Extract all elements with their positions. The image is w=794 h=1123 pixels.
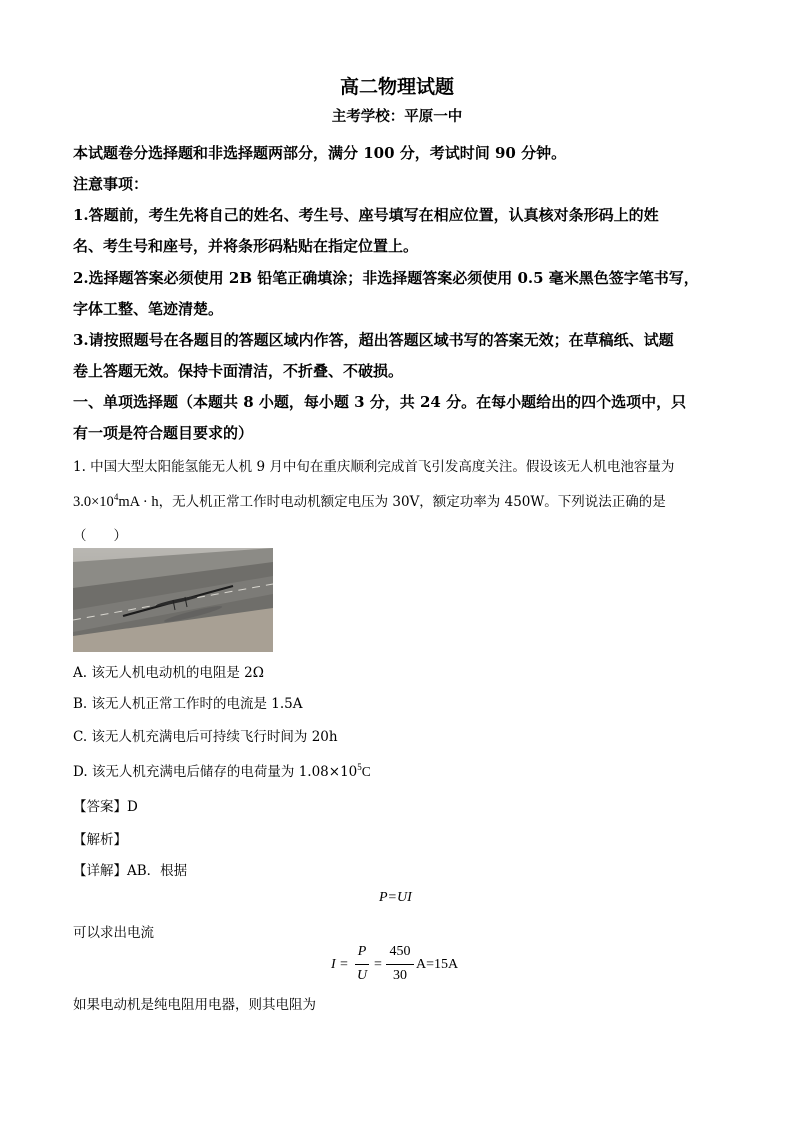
question-stem-line2: $3.0\times 10^4mA \cdot h$，无人机正常工作时电动机额定电压为 30V，额定功率为 450W。下列说法正确的是 xyxy=(73,492,666,510)
formula-result: A=15A xyxy=(416,957,459,972)
current-text: 可以求出电流 xyxy=(73,925,154,941)
drone-photo xyxy=(73,548,273,652)
section-heading: 一、单项选择题（本题共 8 小题，每小题 3 分，共 24 分。在每小题给出的四个选项中，只 xyxy=(73,393,687,411)
notice-line: 3.请按照题号在各题目的答题区域内作答，超出答题区域书写的答案无效；在草稿纸、试题 xyxy=(73,331,674,349)
fraction-denominator: U xyxy=(356,968,368,983)
notice-line: 名、考生号和座号，并将条形码粘贴在指定位置上。 xyxy=(73,237,419,255)
option-a: A. 该无人机电动机的电阻是 2Ω xyxy=(73,665,264,681)
notice-line: 2.选择题答案必须使用 2B 铅笔正确填涂；非选择题答案必须使用 0.5 毫米黑色签字笔书写， xyxy=(73,269,699,287)
answer-line: 【答案】D xyxy=(73,799,138,815)
fraction-numerator: 450 xyxy=(389,944,411,959)
fraction-bar xyxy=(355,964,369,965)
formula-lhs: I = xyxy=(331,957,349,972)
host-school: 主考学校：平原一中 xyxy=(331,108,463,125)
notice-line: 1.答题前，考生先将自己的姓名、考生号、座号填写在相应位置，认真核对条形码上的姓 xyxy=(73,206,659,224)
option-b: B. 该无人机正常工作时的电流是 1.5A xyxy=(73,696,303,712)
question-stem: 1. 中国大型太阳能氢能无人机 9 月中旬在重庆顺利完成首飞引发高度关注。假设该无人机电池容量为 xyxy=(73,459,675,475)
notice-heading: 注意事项： xyxy=(73,175,149,193)
capacity-value: $3.0\times 10^4mA \cdot h$ xyxy=(73,492,159,510)
detail-line: 【详解】AB．根据 xyxy=(73,863,188,879)
formula-power: P=UI xyxy=(379,890,412,905)
fraction-numerator: P xyxy=(357,944,367,959)
exam-intro: 本试题卷分选择题和非选择题两部分，满分 100 分，考试时间 90 分钟。 xyxy=(73,144,567,162)
fraction-denominator: 30 xyxy=(393,968,407,983)
resistance-text: 如果电动机是纯电阻用电器，则其电阻为 xyxy=(73,997,316,1013)
notice-line: 字体工整、笔迹清楚。 xyxy=(73,300,224,318)
option-c: C. 该无人机充满电后可持续飞行时间为 20h xyxy=(73,729,338,745)
equals-sign: = xyxy=(374,957,382,972)
notice-line: 卷上答题无效。保持卡面清洁，不折叠、不破损。 xyxy=(73,362,404,380)
analysis-label: 【解析】 xyxy=(73,832,127,848)
option-d: D. 该无人机充满电后储存的电荷量为 $1.08\times 10^5C$ xyxy=(73,762,371,780)
page-title: 高二物理试题 xyxy=(339,76,454,98)
fraction-bar xyxy=(386,964,414,965)
section-heading: 有一项是符合题目要求的） xyxy=(73,424,254,442)
answer-bracket: （ ） xyxy=(73,528,127,544)
